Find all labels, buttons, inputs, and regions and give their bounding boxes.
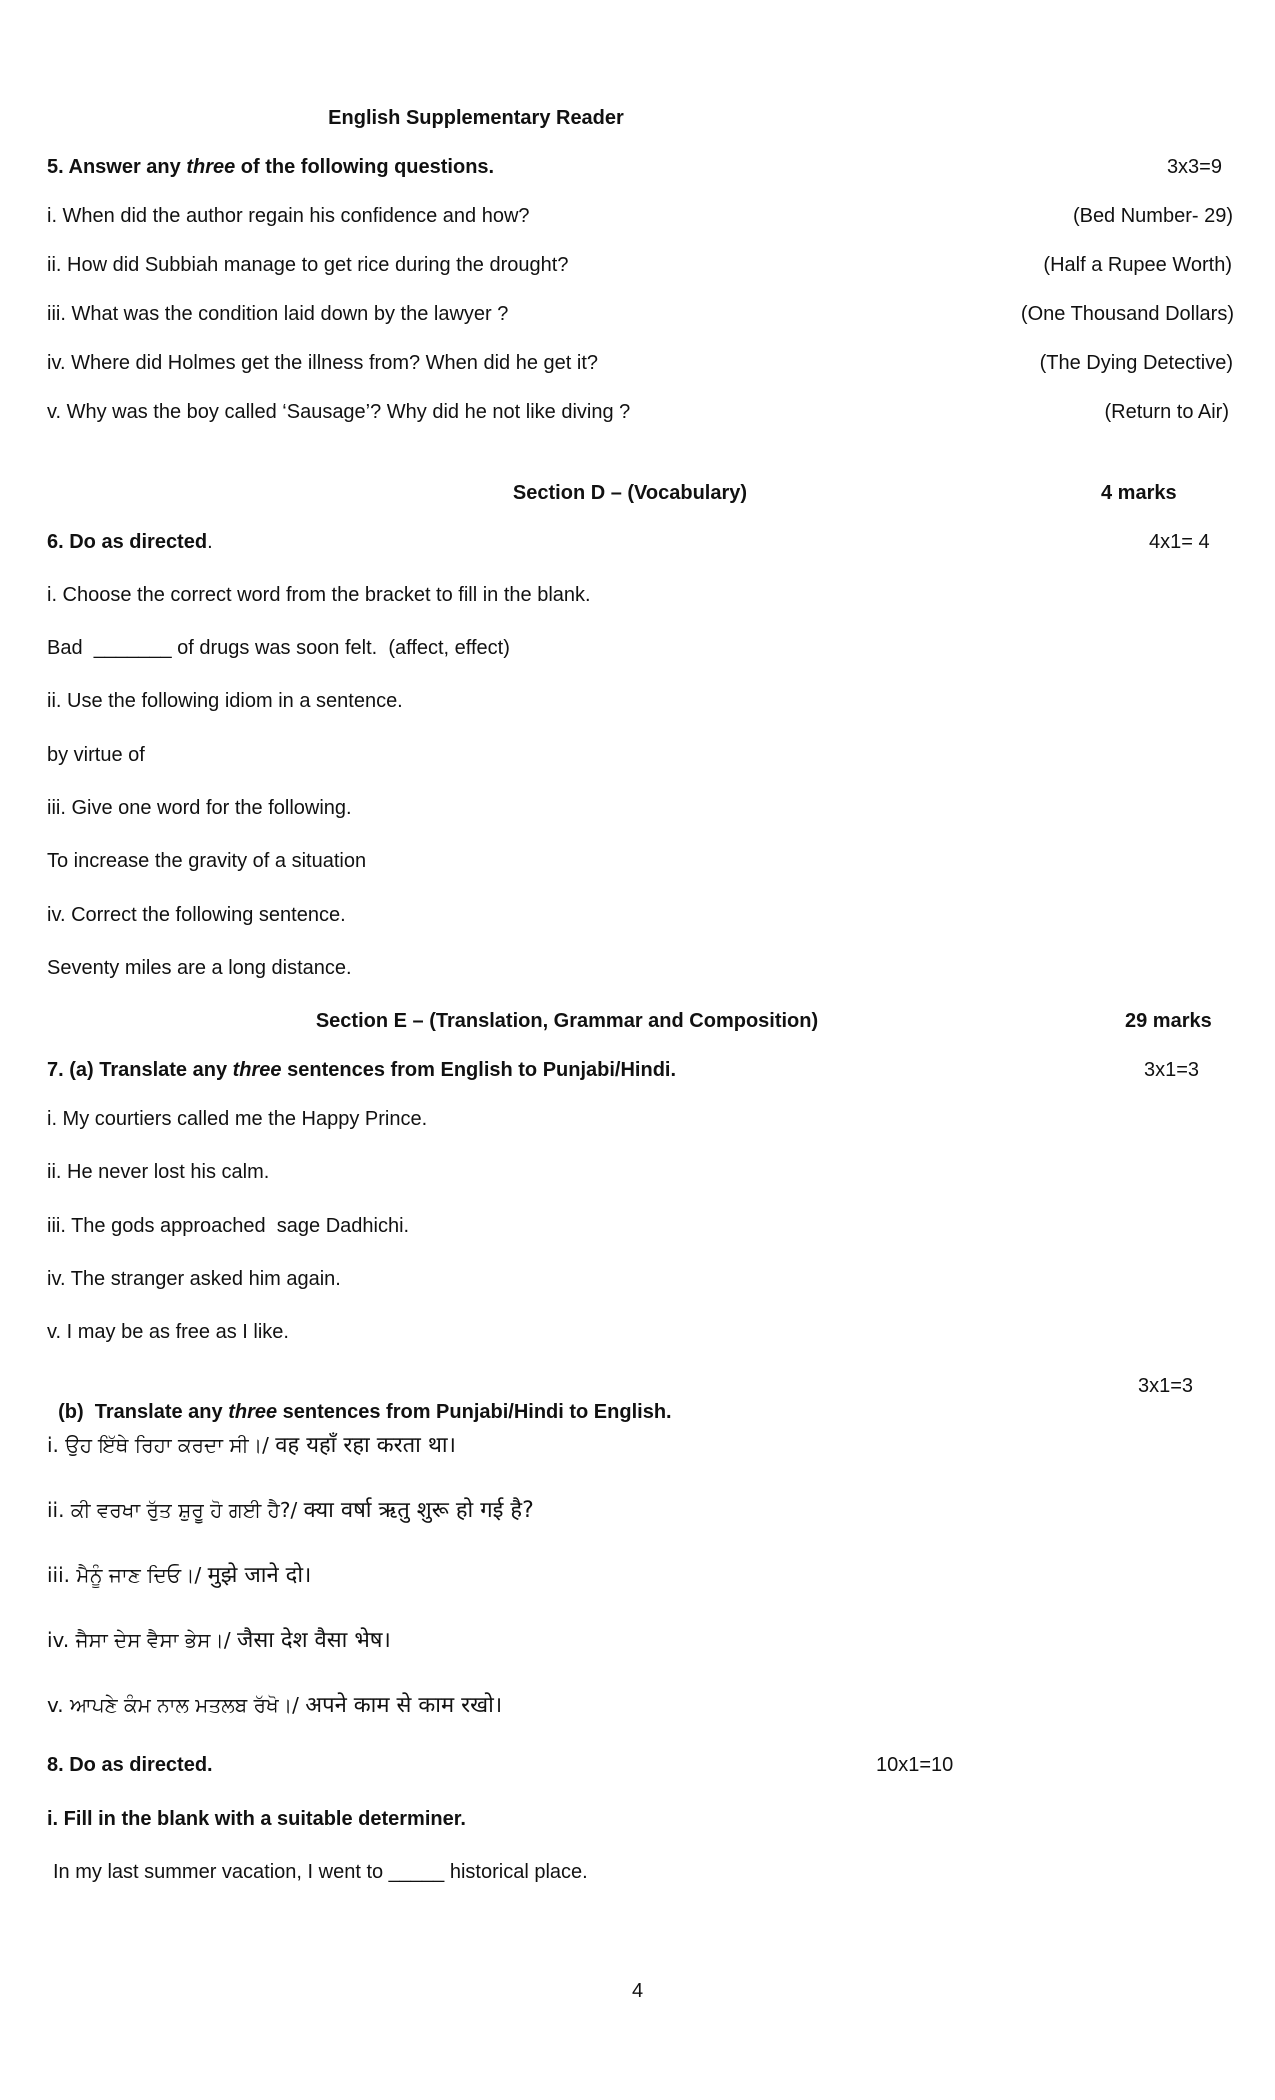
q5-item-1: i. When did the author regain his confidence and how?: [47, 205, 530, 227]
q7b-item-3-punjabi: ਮੈਨੂੰ ਜਾਣ ਦਿਓ।/: [76, 1563, 208, 1587]
q8-marks: 10x1=10: [876, 1754, 954, 1776]
q7b-item-5-hindi: अपने काम से काम रखो।: [305, 1693, 503, 1718]
q6-line-4: by virtue of: [47, 744, 145, 766]
q7b-item-4: [47, 1627, 391, 1654]
q5-item-5: v. Why was the boy called ‘Sausage’? Why did he not like diving ?: [47, 401, 631, 423]
page-number: 4: [631, 1980, 644, 2002]
section-d-marks: 4 marks: [1101, 482, 1177, 504]
q7b-item-4-num: iv.: [47, 1628, 76, 1652]
q7b-heading-pre: (b) Translate any: [58, 1401, 229, 1423]
q6-line-8: Seventy miles are a long distance.: [47, 957, 352, 979]
page-title: English Supplementary Reader: [328, 107, 624, 129]
q7b-item-1: [47, 1432, 456, 1459]
q7a-item-4: iv. The stranger asked him again.: [47, 1268, 341, 1290]
q6-line-5: iii. Give one word for the following.: [47, 797, 352, 819]
q6-line-2: Bad _______ of drugs was soon felt. (affect, effect): [47, 637, 510, 659]
q7b-item-3: [47, 1562, 311, 1589]
q5-source-2: (Half a Rupee Worth): [1043, 254, 1232, 276]
q7b-heading-em: three: [228, 1401, 278, 1423]
section-e-title: Section E – (Translation, Grammar and Composition): [315, 1010, 819, 1032]
q7b-item-3-num: iii.: [47, 1563, 77, 1587]
q5-source-4: (The Dying Detective): [1039, 352, 1233, 374]
q7a-heading-post: sentences from English to Punjabi/Hindi.: [281, 1059, 677, 1081]
q7b-item-2-num: ii.: [47, 1498, 71, 1522]
q6-heading-dot: .: [207, 531, 213, 553]
q7a-item-2: ii. He never lost his calm.: [47, 1161, 270, 1183]
q7b-item-2-punjabi: ਕੀ ਵਰਖਾ ਰੁੱਤ ਸ਼ੁਰੂ ਹੋ ਗਈ ਹੈ?/: [70, 1498, 304, 1522]
q5-marks: 3x3=9: [1166, 156, 1222, 178]
q6-heading: [47, 529, 213, 555]
q7b-item-5: [47, 1692, 502, 1719]
q7b-item-5-num: v.: [47, 1693, 70, 1717]
section-e-marks: 29 marks: [1125, 1010, 1212, 1032]
q5-heading: [47, 154, 494, 180]
q7b-item-1-num: i.: [47, 1433, 66, 1457]
q5-source-5: (Return to Air): [1104, 401, 1229, 423]
q7b-item-1-punjabi: ਉਹ ਇੱਥੇ ਰਿਹਾ ਕਰਦਾ ਸੀ।/: [65, 1433, 276, 1457]
q6-heading-text: . Do as directed: [58, 531, 208, 553]
q7b-marks: 3x1=3: [1138, 1375, 1194, 1397]
q7a-heading-pre: 7. (a) Translate any: [47, 1059, 233, 1081]
q7a-marks: 3x1=3: [1144, 1059, 1200, 1081]
section-d-title: Section D – (Vocabulary): [512, 482, 748, 504]
q6-line-6: To increase the gravity of a situation: [47, 850, 367, 872]
q6-line-7: iv. Correct the following sentence.: [47, 904, 346, 926]
q7b-item-3-hindi: मुझे जाने दो।: [207, 1563, 312, 1588]
q7b-heading: [47, 1373, 672, 1425]
q5-item-4: iv. Where did Holmes get the illness from? When did he get it?: [47, 352, 598, 374]
q5-heading-pre: 5. Answer any: [47, 156, 187, 178]
q7b-heading-post: sentences from Punjabi/Hindi to English.: [277, 1401, 672, 1423]
q7b-item-4-punjabi: ਜੈਸਾ ਦੇਸ ਵੈਸਾ ਭੇਸ।/: [75, 1628, 238, 1652]
q6-line-3: ii. Use the following idiom in a sentence.: [47, 690, 403, 712]
q8-sub-heading: i. Fill in the blank with a suitable determiner.: [47, 1808, 466, 1830]
q8-sentence: In my last summer vacation, I went to _____ historical place.: [53, 1861, 588, 1883]
q6-num: 6: [47, 531, 59, 553]
q7a-item-5: v. I may be as free as I like.: [47, 1321, 289, 1343]
q6-marks: 4x1= 4: [1149, 531, 1210, 553]
q5-heading-em: three: [186, 156, 236, 178]
q8-heading: 8. Do as directed.: [47, 1754, 213, 1776]
q6-line-1: i. Choose the correct word from the bracket to fill in the blank.: [47, 584, 591, 606]
q5-item-3: iii. What was the condition laid down by the lawyer ?: [47, 303, 509, 325]
q7a-item-3: iii. The gods approached sage Dadhichi.: [47, 1215, 410, 1237]
q7b-item-4-hindi: जैसा देश वैसा भेष।: [237, 1628, 391, 1653]
q5-item-2: ii. How did Subbiah manage to get rice during the drought?: [47, 254, 569, 276]
q7b-item-1-hindi: वह यहाँ रहा करता था।: [275, 1433, 456, 1458]
q7a-heading: [47, 1057, 676, 1083]
q5-source-1: (Bed Number- 29): [1072, 205, 1233, 227]
q7a-heading-em: three: [232, 1059, 282, 1081]
q5-source-3: (One Thousand Dollars): [1020, 303, 1234, 325]
q5-heading-post: of the following questions.: [235, 156, 495, 178]
q7a-item-1: i. My courtiers called me the Happy Prince.: [47, 1108, 428, 1130]
q7b-item-2: [47, 1497, 534, 1524]
q7b-item-5-punjabi: ਆਪਣੇ ਕੰਮ ਨਾਲ ਮਤਲਬ ਰੱਖੋ।/: [70, 1693, 306, 1717]
q7b-item-2-hindi: क्या वर्षा ऋतु शुरू हो गई है?: [303, 1498, 534, 1523]
